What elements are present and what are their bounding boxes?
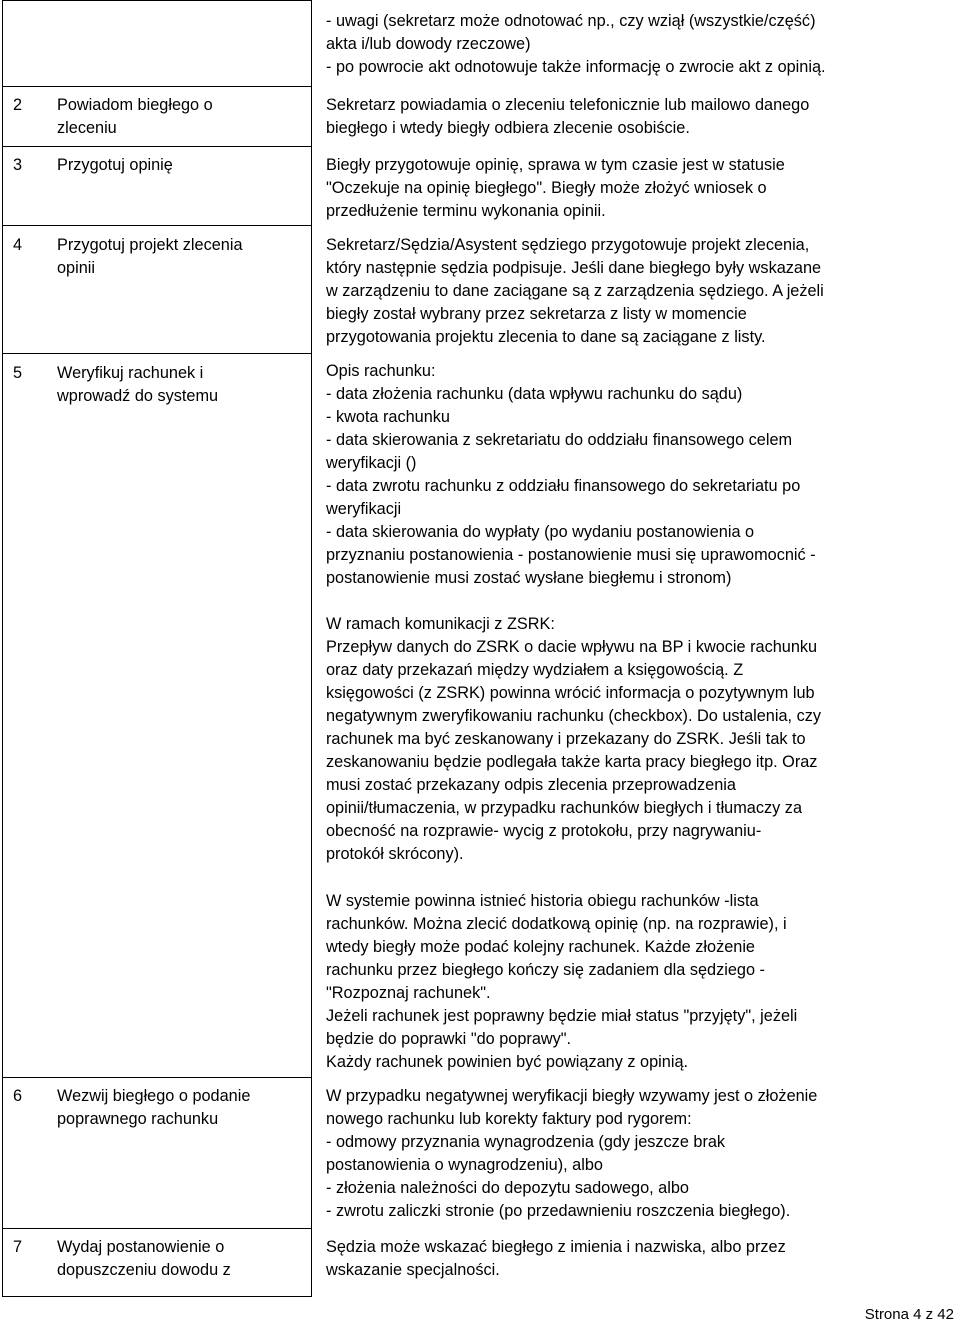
description-line: Sekretarz powiadamia o zleceniu telefonicznie lub mailowo danego [326,96,810,114]
row-4-step [57,234,307,280]
description-line: Przepływ danych do ZSRK o dacie wpływu na BP i kwocie rachunku [326,638,818,656]
description-line: - data skierowania z sekretariatu do oddziału finansowego celem [326,431,793,449]
step-line: Wydaj postanowienie o [57,1238,225,1256]
description-line: W ramach komunikacji z ZSRK: [326,615,555,633]
description-line: księgowości (z ZSRK) powinna wrócić informacja o pozytywnym lub [326,684,815,702]
description-line: W przypadku negatywnej weryfikacji biegły wzywamy jest o złożenie [326,1087,818,1105]
page-number: Strona 4 z 42 [864,1306,954,1323]
description-line: - po powrocie akt odnotowuje także informację o zwrocie akt z opinią. [326,58,826,76]
description-line: akta i/lub dowody rzeczowe) [326,35,531,53]
step-line: opinii [57,259,96,277]
description-line: rachunek ma być zeskanowany i przekazany do ZSRK. Jeśli tak to [326,730,806,748]
description-line: nowego rachunku lub korekty faktury pod rygorem: [326,1110,692,1128]
description-line: Sekretarz/Sędzia/Asystent sędziego przygotowuje projekt zlecenia, [326,236,810,254]
description-line: obecność na rozprawie- wycig z protokołu, przy nagrywaniu- [326,822,762,840]
description-line: biegłego i wtedy biegły odbiera zlecenie osobiście. [326,119,690,137]
table-left-border [2,0,3,1297]
description-line: "Rozpoznaj rachunek". [326,984,491,1002]
row-3-step [57,154,307,177]
description-line: wtedy biegły może podać kolejny rachunek. Każde złożenie [326,938,755,956]
description-line: biegły został wybrany przez sekretarza z listy w momencie [326,305,747,323]
row-divider-3 [2,225,312,226]
row-7-description [326,1236,956,1282]
row-3-description [326,154,956,223]
description-line: protokół skrócony). [326,845,464,863]
row-4-number: 4 [13,236,23,254]
step-line: Wezwij biegłego o podanie [57,1087,251,1105]
description-line: rachunków. Można zlecić dodatkową opinię (np. na rozprawie), i [326,915,787,933]
description-line: - złożenia należności do depozytu sadowego, albo [326,1179,689,1197]
step-line: Przygotuj projekt zlecenia [57,236,243,254]
description-line: musi zostać przekazany odpis zlecenia przeprowadzenia [326,776,736,794]
description-line: "Oczekuje na opinię biegłego". Biegły może złożyć wniosek o [326,179,767,197]
row-divider-5 [2,1077,312,1078]
description-line: Biegły przygotowuje opinię, sprawa w tym czasie jest w statusie [326,156,785,174]
row-6-description [326,1085,956,1223]
row-5-step [57,362,307,408]
step-line: dopuszczeniu dowodu z [57,1261,231,1279]
description-line: - odmowy przyznania wynagrodzenia (gdy jeszcze brak [326,1133,726,1151]
description-line: Sędzia może wskazać biegłego z imienia i nazwiska, albo przez [326,1238,786,1256]
description-line: Każdy rachunek powinien być powiązany z opinią. [326,1053,689,1071]
row-divider-2 [2,146,312,147]
row-2-number: 2 [13,96,23,114]
row-7-number: 7 [13,1238,23,1256]
step-line: zleceniu [57,119,117,137]
description-line: - zwrotu zaliczki stronie (po przedawnieniu roszczenia biegłego). [326,1202,791,1220]
description-line: zeskanowaniu będzie podlegała także karta pracy biegłego itp. Oraz [326,753,818,771]
row-6-number: 6 [13,1087,23,1105]
description-line: Opis rachunku: [326,362,436,380]
description-line: przyznaniu postanowienia - postanowienie musi się uprawomocnić - [326,546,816,564]
description-line: weryfikacji () [326,454,417,472]
description-line: oraz daty przekazań między wydziałem a księgowością. Z [326,661,744,679]
description-line: który następnie sędzia podpisuje. Jeśli dane biegłego były wskazane [326,259,822,277]
description-line: opinii/tłumaczenia, w przypadku rachunków biegłych i tłumaczy za [326,799,802,817]
description-line: - kwota rachunku [326,408,450,426]
description-line: - uwagi (sekretarz może odnotować np., czy wziął (wszystkie/część) [326,12,816,30]
description-line: w zarządzeniu to dane zaciągane są z zarządzenia sędziego. A jeżeli [326,282,824,300]
description-line: przygotowania projektu zlecenia to dane są zaciągane z listy. [326,328,766,346]
description-line: przedłużenie terminu wykonania opinii. [326,202,606,220]
row-3-number: 3 [13,156,23,174]
description-line: wskazanie specjalności. [326,1261,500,1279]
description-line: weryfikacji [326,500,402,518]
row-5-paragraph-zsrk [326,613,956,866]
row-5-paragraph-invoice-description [326,360,956,590]
description-line: - data złożenia rachunku (data wpływu rachunku do sądu) [326,385,743,403]
step-line: wprowadź do systemu [57,387,219,405]
step-line: Powiadom biegłego o [57,96,213,114]
row-divider-6 [2,1228,312,1229]
description-line: będzie do poprawki "do poprawy". [326,1030,572,1048]
description-line: - data zwrotu rachunku z oddziału finansowego do sekretariatu po [326,477,801,495]
description-line: Jeżeli rachunek jest poprawny będzie miał status "przyjęty", jeżeli [326,1007,798,1025]
row-divider-1 [2,86,312,87]
step-line: poprawnego rachunku [57,1110,219,1128]
description-line: - data skierowania do wypłaty (po wydaniu postanowienia o [326,523,755,541]
table-column-divider [311,0,312,1297]
row-1-description [326,10,956,79]
row-7-step [57,1236,307,1282]
table-top-border [2,0,312,1]
row-4-description [326,234,956,349]
description-line: rachunku przez biegłego kończy się zadaniem dla sędziego - [326,961,765,979]
row-divider-4 [2,353,312,354]
table-bottom-border [2,1296,312,1297]
description-line: postanowienia o wynagrodzeniu), albo [326,1156,603,1174]
row-5-paragraph-history [326,890,956,1074]
description-line: negatywnym zweryfikowaniu rachunku (checkbox). Do ustalenia, czy [326,707,821,725]
description-line: postanowienie musi zostać wysłane biegłemu i stronom) [326,569,732,587]
step-line: Weryfikuj rachunek i [57,364,204,382]
row-6-step [57,1085,307,1131]
row-2-step [57,94,307,140]
row-2-description [326,94,956,140]
description-line: W systemie powinna istnieć historia obiegu rachunków -lista [326,892,759,910]
row-5-number: 5 [13,364,23,382]
step-line: Przygotuj opinię [57,156,173,174]
